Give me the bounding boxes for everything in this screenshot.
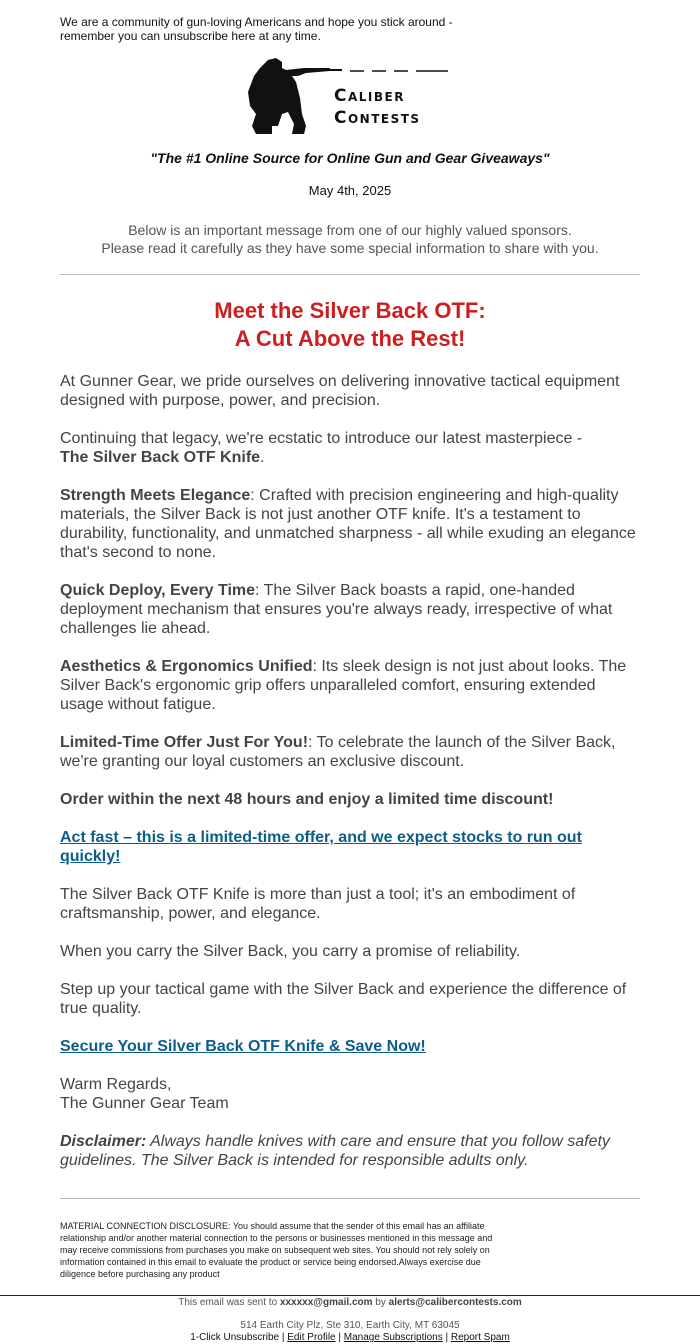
offer-text: : To celebrate the launch of the Silver Back, we're granting our loyal customers an exclusive discount. [60,734,616,770]
logo-line-2: Contests [334,108,421,128]
edit-profile-link[interactable]: Edit Profile [287,1332,336,1343]
sign-off [60,1075,640,1113]
cta-link-1-wrap [60,828,640,866]
paragraph-intro: At Gunner Gear, we pride ourselves on delivering innovative tactical equipment designed with purpose, power, and precision. [60,373,620,409]
disclaimer-label: Disclaimer: [60,1133,147,1150]
logo-line-1: Caliber [334,86,405,106]
material-connection-disclosure: MATERIAL CONNECTION DISCLOSURE: You should assume that the sender of this email has an affiliate relationship and/or another material connection to the persons or businesses mentioned in this message and may receive commissions from purchases you make on subsequent web sites. You should not rely solely on information contained in this email to evaluate the product or service being endorsed.Always exercise due diligence before purchasing any product [60,1221,493,1279]
intro-text: We are a community of gun-loving Americans and hope you stick around - remember you can unsubscribe here at any time. [60,15,453,43]
sponsor-notice-line-1: Below is an important message from one of our highly valued sponsors. [128,222,572,238]
footer-divider [0,1295,700,1296]
legacy-text: Continuing that legacy, we're ecstatic to introduce our latest masterpiece - [60,430,583,447]
order-line [60,790,640,809]
paragraph-legacy [60,429,640,467]
paragraph-embodiment: The Silver Back OTF Knife is more than just a tool; it's an embodiment of craftsmanship, power, and elegance. [60,886,576,922]
sent-by-word: by [372,1297,389,1308]
paragraph-offer [60,733,640,771]
disclaimer [60,1132,640,1170]
ergonomics-text: : Its sleek design is not just about looks. The Silver Back's ergonomic grip offers unparalleled comfort, ensuring extended usage without fatigue. [60,658,627,713]
product-name: The Silver Back OTF Knife [60,449,261,466]
footer-sent-to [0,1297,700,1308]
strength-heading: Strength Meets Elegance [60,487,251,504]
sponsor-notice [0,221,700,257]
headline-line-1: Meet the Silver Back OTF: [214,298,486,323]
order-line-text: Order within the next 48 hours and enjoy a limited time discount! [60,791,554,808]
sender-email: alerts@calibercontests.com [388,1297,522,1308]
footer-links [0,1332,700,1343]
legacy-end: . [260,449,265,466]
paragraph-strength [60,486,640,562]
cta-link-act-fast[interactable]: Act fast – this is a limited-time offer, and we expect stocks to run out quickly! [60,829,582,865]
sep-3: | [442,1332,451,1343]
paragraph-deploy [60,581,640,638]
tagline: "The #1 Online Source for Online Gun and Gear Giveaways" [150,150,550,166]
report-spam-link[interactable]: Report Spam [450,1332,510,1343]
one-click-unsubscribe[interactable]: 1-Click Unsubscribe [190,1332,280,1343]
strength-text: : Crafted with precision engineering and high-quality materials, the Silver Back is not just another OTF knife. It's a testament to durability, functionality, and unmatched sharpness - all while exuding an elegance that's second to none. [60,487,636,561]
sep-2: | [335,1332,344,1343]
sent-to-prefix: This email was sent to [178,1297,280,1308]
paragraph-ergonomics [60,657,640,714]
sponsor-notice-line-2: Please read it carefully as they have some special information to share with you. [101,240,599,256]
headline [0,297,700,353]
regards: Warm Regards, [60,1076,172,1093]
caliber-contests-logo [246,54,456,138]
divider-top [60,274,640,275]
email-date: May 4th, 2025 [308,183,392,198]
paragraph-step-up: Step up your tactical game with the Silver Back and experience the difference of true quality. [60,981,627,1017]
deploy-heading: Quick Deploy, Every Time [60,582,256,599]
cta-link-secure[interactable]: Secure Your Silver Back OTF Knife & Save Now! [60,1038,426,1055]
sep-1: | [279,1332,288,1343]
disclaimer-text: Always handle knives with care and ensure that you follow safety guidelines. The Silver Back is intended for responsible adults only. [60,1133,610,1169]
offer-heading: Limited-Time Offer Just For You! [60,734,309,751]
manage-subscriptions-link[interactable]: Manage Subscriptions [343,1332,443,1343]
divider-bottom [60,1198,640,1199]
ergonomics-heading: Aesthetics & Ergonomics Unified [60,658,313,675]
cta-link-2-wrap [60,1037,640,1056]
paragraph-reliability: When you carry the Silver Back, you carry a promise of reliability. [60,943,521,960]
footer-address: 514 Earth City Plz, Ste 310, Earth City, MT 63045 [240,1320,460,1331]
article-body [60,372,640,1189]
recipient-email: xxxxxx@gmail.com [279,1297,373,1308]
team-name: The Gunner Gear Team [60,1095,229,1112]
deploy-text: : The Silver Back boasts a rapid, one-handed deployment mechanism that ensures you're always ready, irrespective of what challenges lie ahead. [60,582,613,637]
headline-line-2: A Cut Above the Rest! [234,326,466,351]
